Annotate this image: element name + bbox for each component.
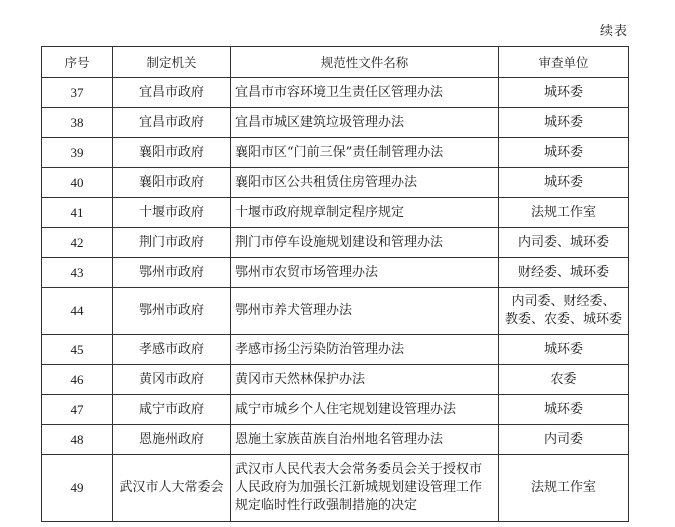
row-reviewer-text: 城环委 bbox=[543, 401, 583, 417]
row-agency-text: 孝感市政府 bbox=[138, 341, 204, 357]
row-reviewer-text: 内司委、财经委、 教委、农委、城环委 bbox=[504, 294, 622, 327]
row-number-text: 48 bbox=[70, 431, 84, 447]
row-agency bbox=[113, 455, 231, 522]
row-number-text: 39 bbox=[70, 144, 84, 160]
row-reviewer-text: 农委 bbox=[550, 371, 577, 387]
row-reviewer bbox=[499, 198, 629, 228]
row-reviewer-text: 城环委 bbox=[543, 174, 583, 190]
row-reviewer-text: 城环委 bbox=[543, 144, 583, 160]
row-agency-text: 鄂州市政府 bbox=[138, 264, 204, 280]
row-agency-text: 咸宁市政府 bbox=[138, 401, 204, 417]
row-number-text: 38 bbox=[70, 114, 84, 130]
row-number bbox=[42, 108, 113, 138]
row-number bbox=[42, 168, 113, 198]
header-agency: 制定机关 bbox=[113, 47, 231, 78]
row-number bbox=[42, 288, 113, 335]
row-document-title bbox=[231, 365, 499, 395]
row-agency bbox=[113, 288, 231, 335]
row-reviewer-text: 财经委、城环委 bbox=[517, 264, 609, 280]
row-document-title bbox=[231, 138, 499, 168]
row-number-text: 42 bbox=[70, 234, 84, 250]
row-reviewer-text: 内司委、城环委 bbox=[517, 234, 609, 250]
row-reviewer bbox=[499, 258, 629, 288]
row-agency bbox=[113, 228, 231, 258]
row-number-text: 40 bbox=[70, 174, 84, 190]
row-document-title bbox=[231, 258, 499, 288]
row-number bbox=[42, 78, 113, 108]
row-reviewer-text: 法规工作室 bbox=[530, 480, 596, 495]
row-agency-text: 荆门市政府 bbox=[138, 234, 204, 250]
row-document-title-text: 恩施土家族苗族自治州地名管理办法 bbox=[235, 431, 444, 447]
row-number bbox=[42, 335, 113, 365]
regulations-table bbox=[41, 46, 629, 522]
row-reviewer bbox=[499, 138, 629, 168]
row-agency bbox=[113, 425, 231, 455]
row-reviewer-text: 内司委 bbox=[543, 431, 583, 447]
row-reviewer bbox=[499, 108, 629, 138]
row-agency bbox=[113, 78, 231, 108]
table-row bbox=[42, 365, 629, 395]
row-document-title-text: 宜昌市市容环境卫生责任区管理办法 bbox=[235, 84, 444, 100]
table-row bbox=[42, 108, 629, 138]
row-agency bbox=[113, 138, 231, 168]
table-row bbox=[42, 288, 629, 335]
table-row bbox=[42, 78, 629, 108]
row-reviewer bbox=[499, 425, 629, 455]
table-row bbox=[42, 395, 629, 425]
row-agency-text: 宜昌市政府 bbox=[138, 84, 204, 100]
row-agency bbox=[113, 108, 231, 138]
row-agency-text: 黄冈市政府 bbox=[138, 371, 204, 387]
row-number-text: 45 bbox=[70, 341, 84, 357]
table-row bbox=[42, 258, 629, 288]
row-number-text: 37 bbox=[70, 84, 84, 100]
row-number bbox=[42, 425, 113, 455]
row-document-title-text: 襄阳市区“门前三保”责任制管理办法 bbox=[235, 144, 444, 160]
row-document-title bbox=[231, 198, 499, 228]
row-document-title-text: 鄂州市农贸市场管理办法 bbox=[235, 264, 379, 280]
row-number bbox=[42, 455, 113, 522]
row-agency-text: 襄阳市政府 bbox=[138, 144, 204, 160]
row-document-title bbox=[231, 78, 499, 108]
row-reviewer bbox=[499, 78, 629, 108]
row-agency bbox=[113, 335, 231, 365]
row-document-title bbox=[231, 425, 499, 455]
row-agency-text: 鄂州市政府 bbox=[138, 303, 204, 318]
row-number-text: 44 bbox=[70, 303, 84, 318]
row-reviewer bbox=[499, 228, 629, 258]
row-number bbox=[42, 198, 113, 228]
row-document-title bbox=[231, 395, 499, 425]
row-reviewer-text: 城环委 bbox=[543, 341, 583, 357]
table-row bbox=[42, 335, 629, 365]
row-document-title-text: 襄阳市区公共租赁住房管理办法 bbox=[235, 174, 418, 190]
row-number bbox=[42, 395, 113, 425]
row-reviewer bbox=[499, 168, 629, 198]
row-agency bbox=[113, 168, 231, 198]
row-document-title-text: 孝感市扬尘污染防治管理办法 bbox=[235, 341, 405, 357]
row-agency-text: 襄阳市政府 bbox=[138, 174, 204, 190]
row-document-title bbox=[231, 335, 499, 365]
row-document-title-text: 鄂州市养犬管理办法 bbox=[235, 303, 353, 318]
row-number bbox=[42, 138, 113, 168]
table-row bbox=[42, 168, 629, 198]
row-reviewer bbox=[499, 455, 629, 522]
row-number bbox=[42, 258, 113, 288]
table-row bbox=[42, 228, 629, 258]
row-number-text: 41 bbox=[70, 204, 84, 220]
row-agency bbox=[113, 395, 231, 425]
row-agency-text: 恩施州政府 bbox=[138, 431, 204, 447]
row-document-title bbox=[231, 228, 499, 258]
row-document-title-text: 咸宁市城乡个人住宅规划建设管理办法 bbox=[235, 401, 457, 417]
row-document-title-text: 十堰市政府规章制定程序规定 bbox=[235, 204, 405, 220]
table-row bbox=[42, 198, 629, 228]
header-no: 序号 bbox=[42, 47, 113, 78]
row-document-title-text: 宜昌市城区建筑垃圾管理办法 bbox=[235, 114, 405, 130]
row-document-title bbox=[231, 108, 499, 138]
row-agency-text: 武汉市人大常委会 bbox=[119, 480, 224, 495]
row-agency-text: 十堰市政府 bbox=[138, 204, 204, 220]
row-reviewer bbox=[499, 365, 629, 395]
row-number-text: 49 bbox=[70, 480, 84, 495]
row-agency-text: 宜昌市政府 bbox=[138, 114, 204, 130]
row-document-title bbox=[231, 288, 499, 335]
row-reviewer-text: 城环委 bbox=[543, 114, 583, 130]
row-number-text: 46 bbox=[70, 371, 84, 387]
row-agency bbox=[113, 198, 231, 228]
header-reviewer: 审查单位 bbox=[499, 47, 629, 78]
row-agency bbox=[113, 365, 231, 395]
header-title: 规范性文件名称 bbox=[231, 47, 499, 78]
row-number bbox=[42, 365, 113, 395]
row-number-text: 47 bbox=[70, 401, 84, 417]
table-row bbox=[42, 138, 629, 168]
row-document-title-text: 黄冈市天然林保护办法 bbox=[235, 371, 366, 387]
row-agency bbox=[113, 258, 231, 288]
table-header-row bbox=[42, 47, 629, 78]
row-document-title-text: 荆门市停车设施规划建设和管理办法 bbox=[235, 234, 444, 250]
row-reviewer bbox=[499, 335, 629, 365]
row-document-title bbox=[231, 168, 499, 198]
table-row bbox=[42, 455, 629, 522]
row-document-title bbox=[231, 455, 499, 522]
table-row bbox=[42, 425, 629, 455]
continued-label: 续表 bbox=[599, 24, 628, 39]
row-reviewer bbox=[499, 395, 629, 425]
row-reviewer bbox=[499, 288, 629, 335]
row-number bbox=[42, 228, 113, 258]
row-document-title-text: 武汉市人民代表大会常务委员会关于授权市 人民政府为加强长江新城规划建设管理工作 规定临时性行政强制措施的决定 bbox=[235, 462, 483, 513]
row-reviewer-text: 城环委 bbox=[543, 84, 583, 100]
row-number-text: 43 bbox=[70, 264, 84, 280]
row-reviewer-text: 法规工作室 bbox=[530, 204, 596, 220]
